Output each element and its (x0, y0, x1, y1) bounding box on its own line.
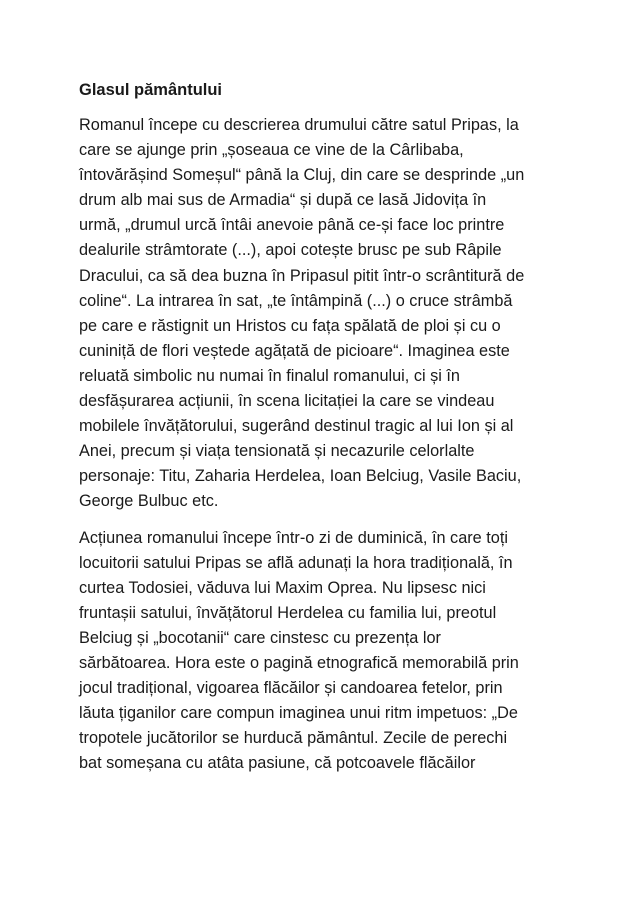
text-line: fruntașii satului, învățătorul Herdelea cu familia lui, preotul (79, 603, 497, 622)
text-line: Anei, precum și viața tensionată și necazurile celorlalte (79, 442, 475, 461)
text-line: mobilele învățătorului, sugerând destinul tragic al lui Ion și al (79, 417, 514, 436)
text-line: care se ajunge prin „șoseaua ce vine de la Cârlibaba, (79, 141, 464, 160)
text-line: dealurile strâmtorate (...), apoi cotește brusc pe sub Râpile (79, 241, 502, 260)
text-line: întovărășind Someșul“ până la Cluj, din care se desprinde „un (79, 166, 525, 185)
text-line: urmă, „drumul urcă întâi anevoie până ce-și face loc printre (79, 216, 505, 235)
text-line: desfășurarea acțiunii, în scena licitației la care se vindeau (79, 392, 495, 411)
text-line: tropotele jucătorilor se hurducă pământul. Zecile de perechi (79, 729, 508, 748)
text-line: Acțiunea romanului începe într-o zi de duminică, în care toți (79, 528, 508, 547)
text-line: curtea Todosiei, văduva lui Maxim Oprea. Nu lipsesc nici (79, 578, 486, 597)
text-line: jocul tradițional, vigoarea flăcăilor și candoarea fetelor, prin (79, 679, 503, 698)
paragraph-2 (79, 526, 579, 777)
text-line: sărbătoarea. Hora este o pagină etnografică memorabilă prin (79, 653, 519, 672)
text-line: lăuta țiganilor care compun imaginea unui ritm impetuos: „De (79, 704, 518, 723)
text-line: Belciug și „bocotanii“ care cinstesc cu prezența lor (79, 628, 441, 647)
text-line: reluată simbolic nu numai în finalul romanului, ci și în (79, 366, 460, 385)
text-line: bat someșana cu atâta pasiune, că potcoavele flăcăilor (79, 754, 476, 773)
paragraph-1 (79, 113, 579, 515)
text-line: Romanul începe cu descrierea drumului către satul Pripas, la (79, 116, 519, 134)
text-line: George Bulbuc etc. (79, 492, 219, 511)
text-line: coline“. La intrarea în sat, „te întâmpină (...) o cruce strâmbă (79, 291, 513, 310)
document-page (79, 78, 579, 776)
document-title: Glasul pământului (79, 81, 223, 99)
text-line: pe care e răstignit un Hristos cu fața spălată de ploi și cu o (79, 316, 501, 335)
text-line: locuitorii satului Pripas se află adunați la hora tradițională, în (79, 553, 513, 572)
text-line: personaje: Titu, Zaharia Herdelea, Ioan Belciug, Vasile Baciu, (79, 467, 522, 486)
text-line: Dracului, ca să dea buzna în Pripasul pitit într-o scrântitură de (79, 266, 525, 285)
text-line: drum alb mai sus de Armadia“ și după ce lasă Jidovița în (79, 191, 487, 210)
text-line: cuniniță de flori veștede agățată de picioare“. Imaginea este (79, 341, 510, 360)
